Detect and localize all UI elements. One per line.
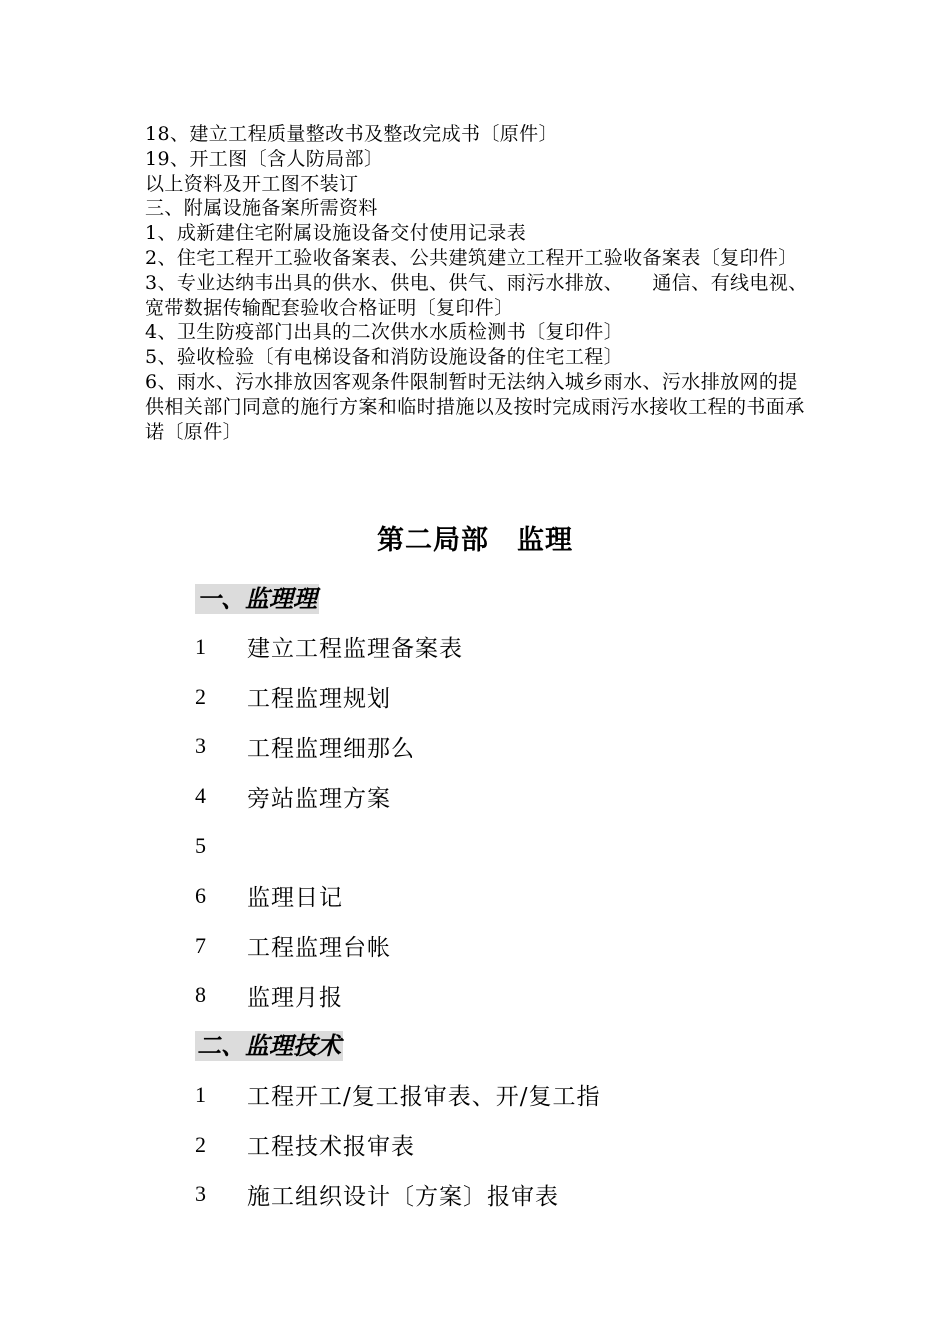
list-item xyxy=(195,771,463,821)
item-text: 施工组织设计〔方案〕报审表 xyxy=(247,1183,559,1210)
item-number: 3 xyxy=(195,1181,207,1207)
item-number: 7 xyxy=(195,932,207,958)
item-text: 建立工程监理备案表 xyxy=(247,636,463,663)
paragraph-item-19: 19、开工图〔含人防局部〕 xyxy=(145,147,384,170)
binding-note: 以上资料及开工图不装订 xyxy=(145,172,359,195)
list-item xyxy=(195,1170,601,1220)
item-text: 监理日记 xyxy=(247,885,343,912)
item-text: 监理月报 xyxy=(247,984,343,1011)
item-number: 1 xyxy=(195,1081,207,1107)
part2-list xyxy=(195,1070,601,1219)
item-number: 1 xyxy=(195,633,207,659)
item-number: 2 xyxy=(195,1131,207,1157)
requirements-text-block xyxy=(145,122,810,444)
paragraph-item-1: 1、成新建住宅附属设施设备交付使用记录表 xyxy=(145,222,527,245)
item-text: 工程监理细那么 xyxy=(247,735,415,762)
list-item xyxy=(195,971,463,1021)
item-text: 工程技术报审表 xyxy=(247,1134,415,1161)
list-item xyxy=(195,821,463,871)
item-number: 8 xyxy=(195,982,207,1008)
paragraph-item-3: 3、专业达纳韦出具的供水、供电、供气、雨污水排放、 通信、有线电视、宽带数据传输配套验收合格证明〔复印件〕 xyxy=(145,271,808,319)
item-number: 5 xyxy=(195,833,207,859)
list-item xyxy=(195,871,463,921)
section-title: 第二局部 监理 xyxy=(377,525,573,556)
list-item xyxy=(195,1070,601,1120)
item-number: 3 xyxy=(195,733,207,759)
item-text: 工程开工/复工报审表、开/复工指 xyxy=(247,1084,601,1111)
item-text: 工程监理台帐 xyxy=(247,935,391,962)
part1-list xyxy=(195,622,463,1020)
paragraph-item-5: 5、验收检验〔有电梯设备和消防设施设备的住宅工程〕 xyxy=(145,346,624,369)
paragraph-item-6: 6、雨水、污水排放因客观条件限制暂时无法纳入城乡雨水、污水排放网的提供相关部门同意的施行方案和临时措施以及按时完成雨污水接收工程的书面承诺〔原件〕 xyxy=(145,370,805,443)
list-item xyxy=(195,921,463,971)
item-text: 工程监理规划 xyxy=(247,686,391,713)
item-number: 2 xyxy=(195,683,207,709)
paragraph-item-18: 18、建立工程质量整改书及整改完成书〔原件〕 xyxy=(145,123,558,145)
list-item xyxy=(195,1120,601,1170)
item-number: 6 xyxy=(195,882,207,908)
list-item xyxy=(195,722,463,772)
part1-heading: 一、监理理 xyxy=(197,585,317,613)
item-number: 4 xyxy=(195,783,207,809)
part2-heading: 二、监理技术 xyxy=(197,1032,341,1060)
paragraph-item-2: 2、住宅工程开工验收备案表、公共建筑建立工程开工验收备案表〔复印件〕 xyxy=(145,246,798,269)
item-text: 旁站监理方案 xyxy=(247,785,391,812)
paragraph-item-4: 4、卫生防疫部门出具的二次供水水质检测书〔复印件〕 xyxy=(145,321,624,344)
subsection-heading-3: 三、附属设施备案所需资料 xyxy=(145,197,378,220)
list-item xyxy=(195,672,463,722)
list-item xyxy=(195,622,463,672)
